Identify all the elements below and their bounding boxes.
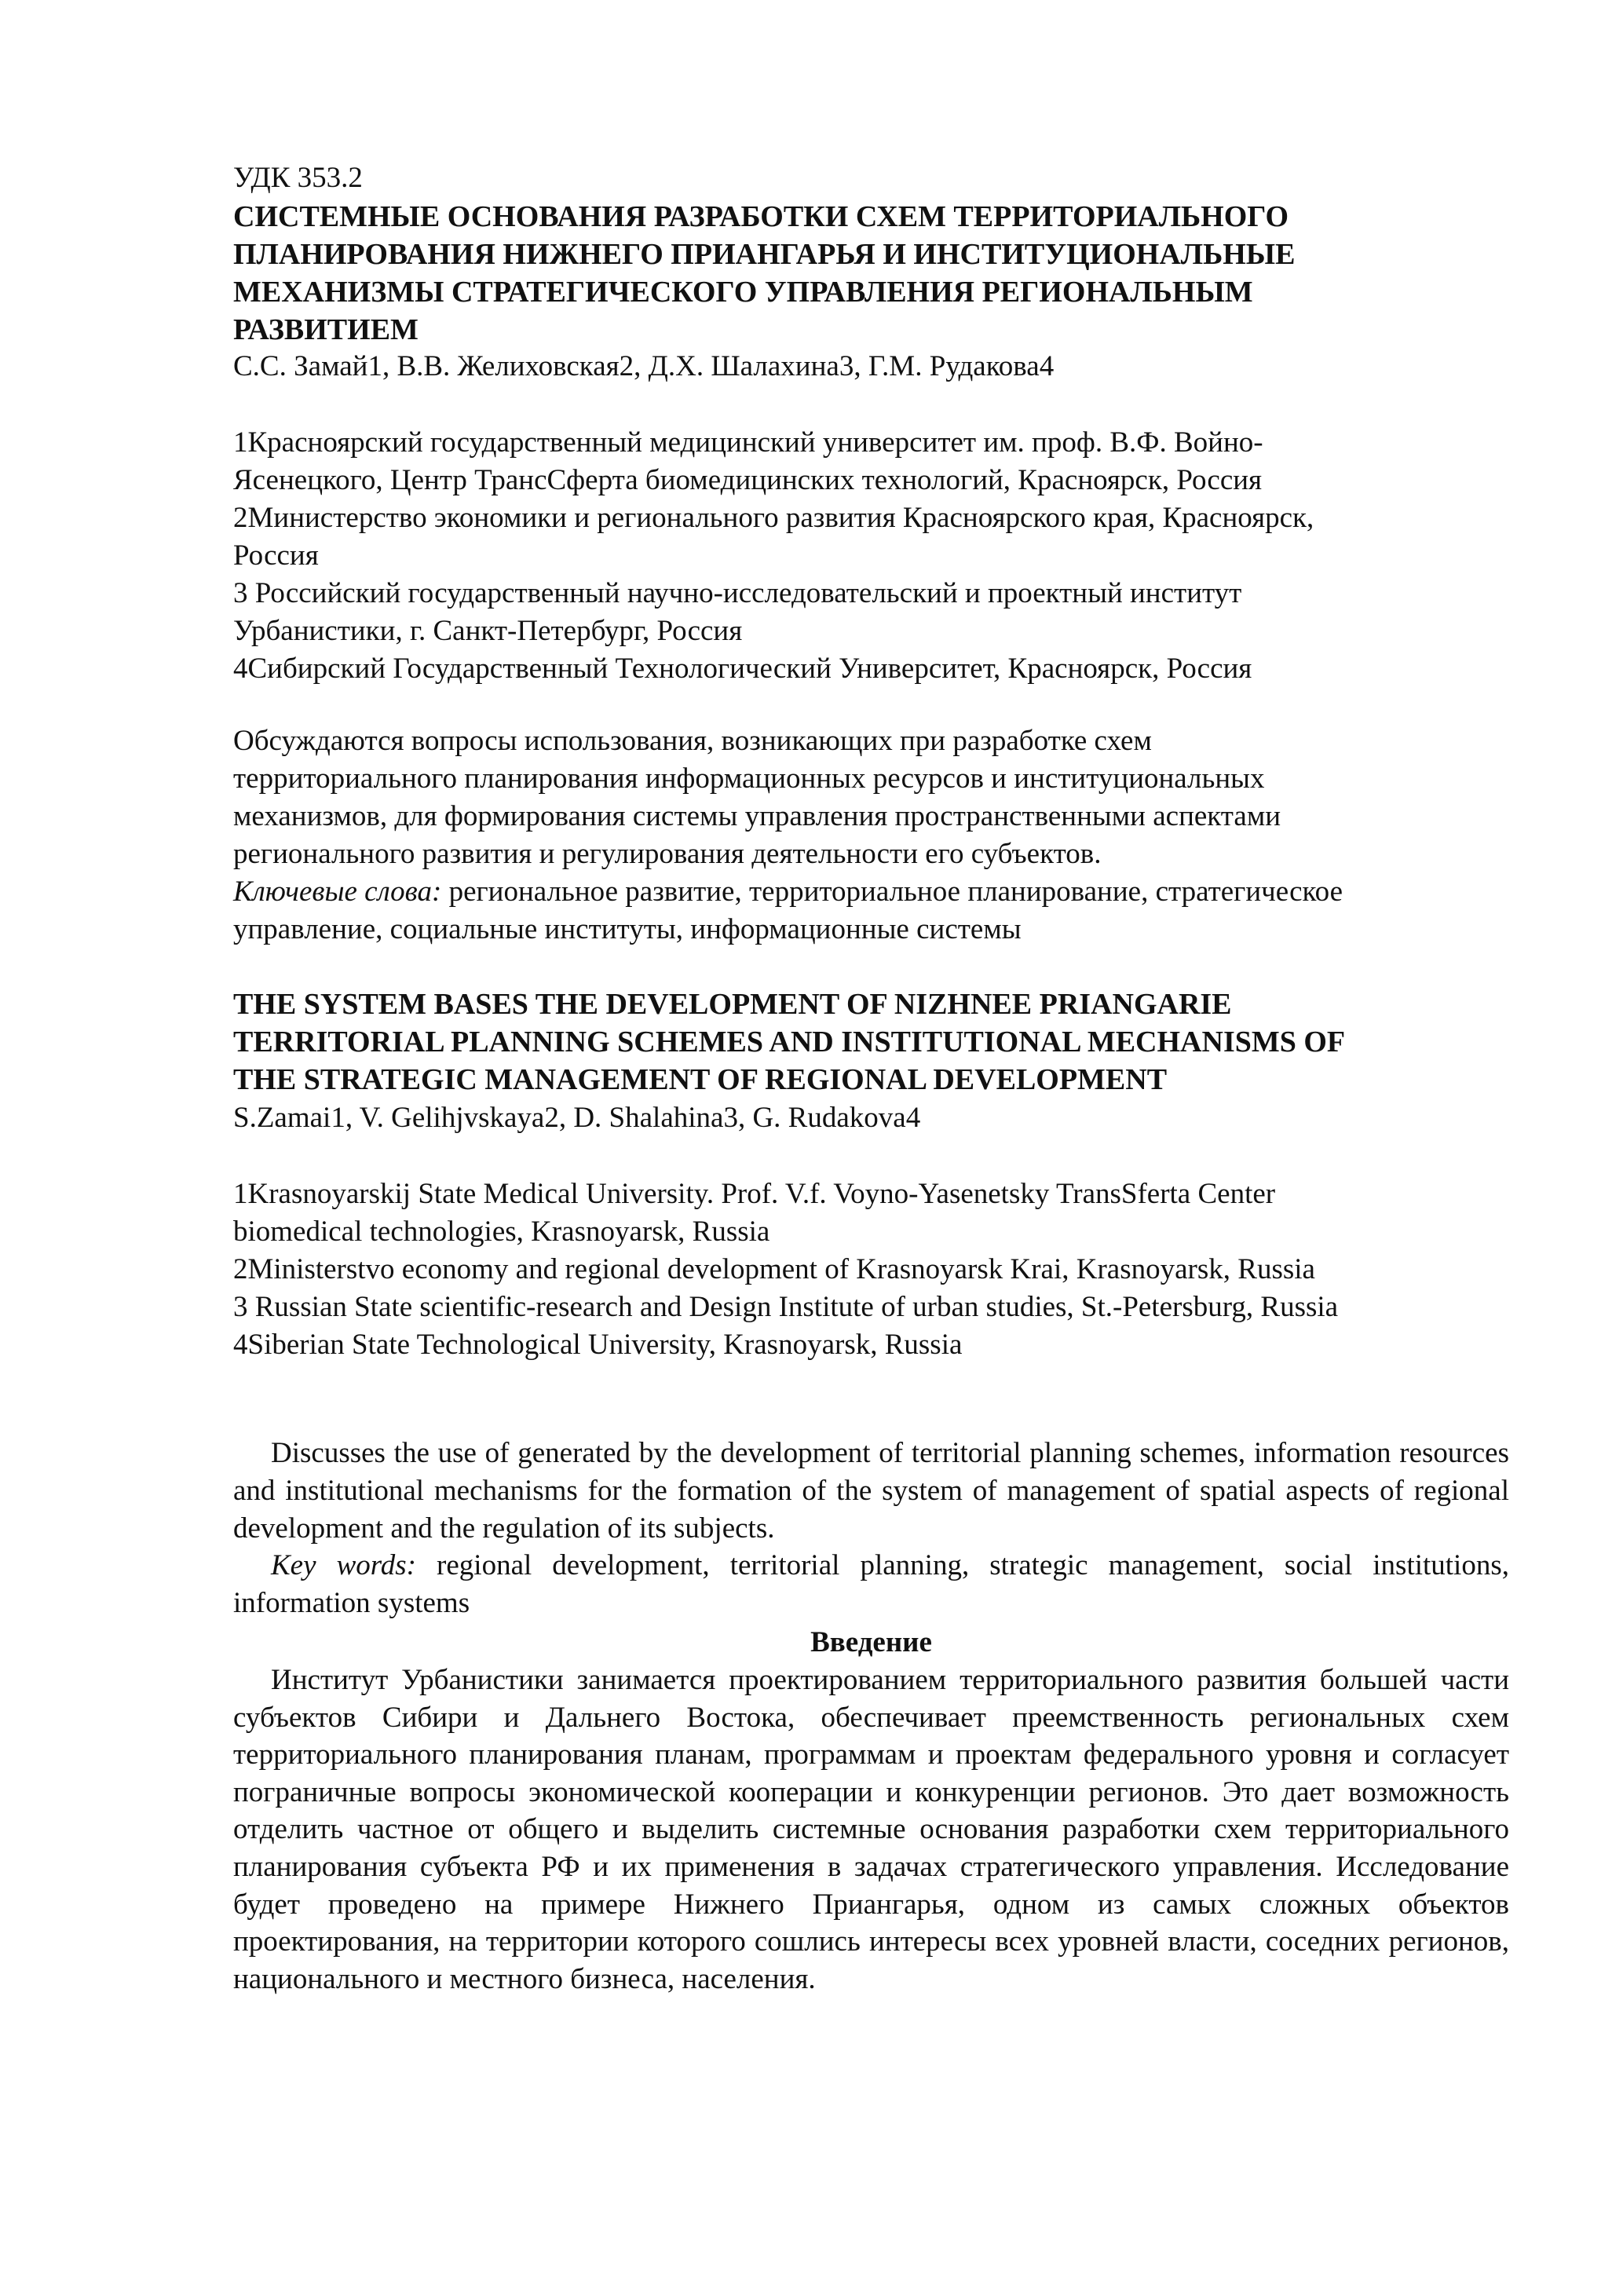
affiliation-ru-line: Россия: [233, 539, 319, 572]
title-ru-line: МЕХАНИЗМЫ СТРАТЕГИЧЕСКОГО УПРАВЛЕНИЯ РЕГИОНАЛЬНЫМ: [233, 276, 1253, 309]
title-english: [233, 985, 1521, 1099]
affiliation-ru-line: Урбанистики, г. Санкт-Петербург, Россия: [233, 615, 743, 647]
authors-english: S.Zamai1, V. Gelihjvskaya2, D. Shalahina3, G. Rudakova4: [233, 1102, 921, 1134]
introduction-paragraph: Институт Урбанистики занимается проектированием территориального развития большей части субъектов Сибири и Дальнего Востока, обеспечивает преемственность региональных схем территориального планирования планам, программам и проектам федерального уровня и согласует пограничные вопросы экономической кооперации и конкуренции регионов. Это дает возможность отделить частное от общего и выделить системные основания разработки схем территориального планирования субъекта РФ и их применения в задачах стратегического управления. Исследование будет проведено на примере Нижнего Приангарья, одном из самых сложных объектов проектирования, на территории которого сошлись интересы всех уровней власти, соседних регионов, национального и местного бизнеса, населения.: [233, 1664, 1509, 1995]
abstract-english: Discusses the use of generated by the development of territorial planning schemes, information resources and institutional mechanisms for the formation of the system of management of spatial aspects of regional development and the regulation of its subjects.: [233, 1437, 1509, 1545]
affiliation-en-line: biomedical technologies, Krasnoyarsk, Russia: [233, 1216, 770, 1248]
abstract-ru-line: территориального планирования информационных ресурсов и институциональных: [233, 762, 1265, 795]
affiliation-ru-line: 4Сибирский Государственный Технологический Университет, Красноярск, Россия: [233, 653, 1252, 685]
title-en-line: TERRITORIAL PLANNING SCHEMES AND INSTITUTIONAL MECHANISMS OF: [233, 1026, 1346, 1058]
abstract-russian: [233, 722, 1521, 949]
udc-code: УДК 353.2: [233, 162, 363, 194]
affiliation-en-line: 4Siberian State Technological University, Krasnoyarsk, Russia: [233, 1329, 963, 1361]
title-en-line: THE SYSTEM BASES THE DEVELOPMENT OF NIZHNEE PRIANGARIE: [233, 988, 1232, 1021]
affiliations-russian: [233, 424, 1521, 688]
affiliation-ru-line: 3 Российский государственный научно-исследовательский и проектный институт: [233, 577, 1242, 609]
affiliations-english: [233, 1175, 1521, 1364]
title-en-line: THE STRATEGIC MANAGEMENT OF REGIONAL DEVELOPMENT: [233, 1063, 1168, 1096]
keywords-ru-label: Ключевые слова:: [233, 876, 442, 908]
title-russian: [233, 198, 1458, 349]
affiliation-en-line: 1Krasnoyarskij State Medical University. Prof. V.f. Voyno-Yasenetsky TransSferta Center: [233, 1178, 1276, 1210]
keywords-ru-line: [233, 873, 1521, 911]
affiliation-ru-line: 2Министерство экономики и регионального развития Красноярского края, Красноярск,: [233, 502, 1314, 534]
keywords-english: [233, 1547, 1509, 1622]
keywords-en-text: regional development, territorial planning, strategic management, social institutions, information systems: [233, 1549, 1509, 1619]
keywords-ru-text: региональное развитие, территориальное планирование, стратегическое: [441, 876, 1343, 908]
keywords-ru-text-continued: управление, социальные институты, информационные системы: [233, 913, 1022, 945]
title-ru-line: ПЛАНИРОВАНИЯ НИЖНЕГО ПРИАНГАРЬЯ И ИНСТИТУЦИОНАЛЬНЫЕ: [233, 238, 1296, 271]
abstract-ru-line: Обсуждаются вопросы использования, возникающих при разработке схем: [233, 725, 1152, 757]
keywords-en-label: Key words:: [271, 1549, 416, 1581]
abstract-ru-line: регионального развития и регулирования деятельности его субъектов.: [233, 838, 1102, 870]
affiliation-en-line: 2Ministerstvo economy and regional development of Krasnoyarsk Krai, Krasnoyarsk, Russia: [233, 1253, 1315, 1285]
affiliation-ru-line: 1Красноярский государственный медицинский университет им. проф. В.Ф. Войно-: [233, 426, 1263, 459]
authors-russian: С.С. Замай1, В.В. Желиховская2, Д.Х. Шалахина3, Г.М. Рудакова4: [233, 350, 1055, 382]
affiliation-en-line: 3 Russian State scientific-research and Design Institute of urban studies, St.-Petersburg, Russia: [233, 1291, 1339, 1323]
section-heading-introduction: Введение: [810, 1626, 932, 1658]
title-ru-line: СИСТЕМНЫЕ ОСНОВАНИЯ РАЗРАБОТКИ СХЕМ ТЕРРИТОРИАЛЬНОГО: [233, 200, 1289, 233]
abstract-ru-line: механизмов, для формирования системы управления пространственными аспектами: [233, 800, 1281, 832]
affiliation-ru-line: Ясенецкого, Центр ТрансСферта биомедицинских технологий, Красноярск, Россия: [233, 464, 1263, 496]
title-ru-line: РАЗВИТИЕМ: [233, 313, 419, 346]
